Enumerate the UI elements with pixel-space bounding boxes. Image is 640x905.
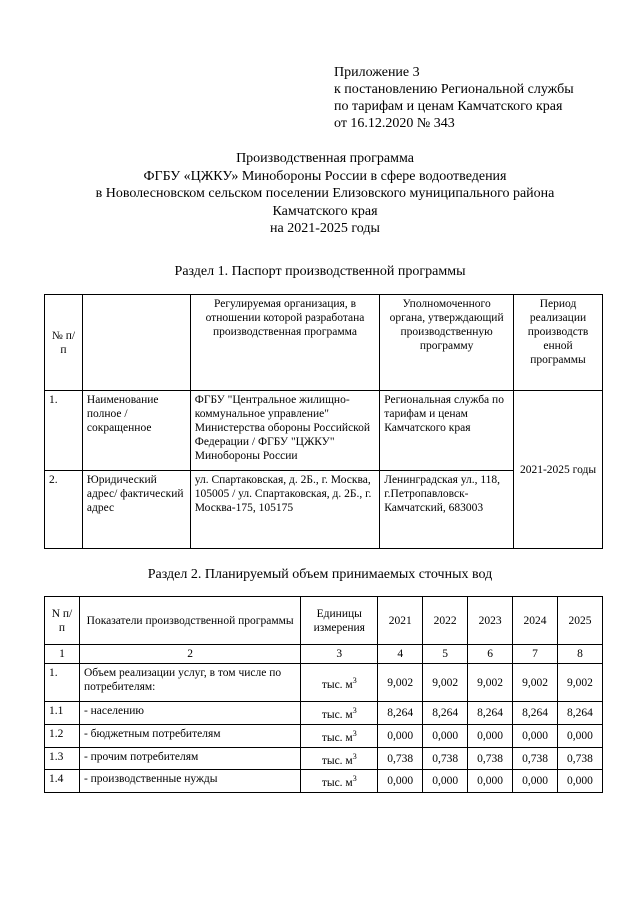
- index-cell: 5: [423, 645, 468, 664]
- header-num: N п/п: [45, 597, 80, 645]
- row-unit: [301, 702, 378, 725]
- value-cell: 8,264: [557, 702, 602, 725]
- row-num: 2.: [45, 471, 83, 549]
- title-line: Производственная программа: [236, 151, 414, 166]
- value-cell: 0,000: [378, 770, 423, 793]
- header-authority: Уполномоченного органа, утверждающий производственную программу: [380, 295, 514, 391]
- value-cell: 0,000: [378, 724, 423, 747]
- period-cell: 2021-2025 годы: [514, 391, 603, 549]
- appendix-line: от 16.12.2020 № 343: [334, 116, 455, 131]
- table-row: [45, 391, 603, 471]
- row-name: - прочим потребителям: [79, 747, 300, 770]
- value-cell: 9,002: [557, 664, 602, 702]
- volume-table: [44, 596, 603, 793]
- header-org: Регулируемая организация, в отношении которой разработана производственная программа: [190, 295, 380, 391]
- row-num: 1.4: [45, 770, 80, 793]
- index-cell: 6: [468, 645, 513, 664]
- appendix-line: по тарифам и ценам Камчатского края: [334, 99, 563, 114]
- title-line: Камчатского края: [272, 203, 378, 219]
- row-name: Объем реализации услуг, в том числе по потребителям:: [79, 664, 300, 702]
- index-cell: 1: [45, 645, 80, 664]
- row-num: 1.1: [45, 702, 80, 725]
- header-unit: Единицы измерения: [301, 597, 378, 645]
- header-year: 2024: [513, 597, 558, 645]
- section1-heading: Раздел 1. Паспорт производственной программы: [174, 264, 466, 279]
- header-num: № п/п: [45, 295, 83, 391]
- value-cell: 0,738: [513, 747, 558, 770]
- header-year: 2023: [468, 597, 513, 645]
- row-num: 1.: [45, 664, 80, 702]
- appendix-line: Приложение 3: [334, 65, 420, 80]
- unit-superscript: 3: [352, 728, 357, 738]
- value-cell: 0,000: [513, 770, 558, 793]
- value-cell: 0,738: [557, 747, 602, 770]
- value-cell: 8,264: [468, 702, 513, 725]
- value-cell: 9,002: [468, 664, 513, 702]
- row-unit: [301, 747, 378, 770]
- title-line: ФГБУ «ЦЖКУ» Минобороны России в сфере водоотведения: [143, 168, 507, 184]
- row-unit: [301, 770, 378, 793]
- unit-base: тыс. м: [321, 708, 353, 721]
- title-line: в Новолесновском сельском поселении Елизовского муниципального района: [95, 186, 555, 201]
- value-cell: 9,002: [423, 664, 468, 702]
- index-cell: 8: [557, 645, 602, 664]
- value-cell: 0,000: [557, 770, 602, 793]
- header-period: Период реализации производств енной программы: [514, 295, 603, 391]
- value-cell: 0,738: [468, 747, 513, 770]
- value-cell: 0,000: [557, 724, 602, 747]
- section2-heading: Раздел 2. Планируемый объем принимаемых сточных вод: [147, 567, 493, 582]
- row-num: 1.: [45, 391, 83, 471]
- row-authority: Региональная служба по тарифам и ценам Камчатского края: [380, 391, 514, 471]
- row-name: - населению: [79, 702, 300, 725]
- index-cell: 4: [378, 645, 423, 664]
- index-cell: 3: [301, 645, 378, 664]
- value-cell: 0,000: [468, 770, 513, 793]
- index-cell: 7: [513, 645, 558, 664]
- row-unit: [301, 724, 378, 747]
- row-unit: [301, 664, 378, 702]
- value-cell: 0,000: [423, 770, 468, 793]
- row-org: ул. Спартаковская, д. 2Б., г. Москва, 105005 / ул. Спартаковская, д. 2Б., г. Москва-175, 105175: [190, 471, 380, 549]
- row-name: - бюджетным потребителям: [79, 724, 300, 747]
- index-cell: 2: [79, 645, 300, 664]
- title-line: на 2021-2025 годы: [270, 221, 380, 236]
- value-cell: 0,000: [513, 724, 558, 747]
- header-indicator: Показатели производственной программы: [79, 597, 300, 645]
- unit-base: тыс. м: [321, 777, 353, 790]
- row-name: Юридический адрес/ фактический адрес: [82, 471, 190, 549]
- value-cell: 0,738: [378, 747, 423, 770]
- unit-base: тыс. м: [321, 678, 353, 691]
- header-year: 2022: [423, 597, 468, 645]
- unit-superscript: 3: [352, 774, 357, 784]
- appendix-line: к постановлению Региональной службы: [334, 82, 574, 97]
- value-cell: 9,002: [378, 664, 423, 702]
- appendix-reference: [334, 64, 574, 132]
- unit-base: тыс. м: [321, 754, 353, 767]
- table-row: [45, 664, 603, 702]
- header-year: 2021: [378, 597, 423, 645]
- value-cell: 8,264: [513, 702, 558, 725]
- index-row: [45, 645, 603, 664]
- header-year: 2025: [557, 597, 602, 645]
- passport-table: [44, 294, 603, 549]
- unit-superscript: 3: [352, 675, 357, 685]
- unit-base: тыс. м: [321, 731, 353, 744]
- table-row: [45, 747, 603, 770]
- value-cell: 0,738: [423, 747, 468, 770]
- value-cell: 0,000: [423, 724, 468, 747]
- value-cell: 0,000: [468, 724, 513, 747]
- row-num: 1.3: [45, 747, 80, 770]
- value-cell: 9,002: [513, 664, 558, 702]
- unit-superscript: 3: [352, 706, 357, 715]
- value-cell: 8,264: [423, 702, 468, 725]
- value-cell: 8,264: [378, 702, 423, 725]
- document-title: [40, 150, 610, 238]
- row-name: - производственные нужды: [79, 770, 300, 793]
- table-row: [45, 702, 603, 725]
- volume-table-body: [45, 664, 603, 793]
- row-org: ФГБУ "Центральное жилищно-коммунальное управление" Министерства обороны Российской Федерации / ФГБУ "ЦЖКУ" Минобороны России: [190, 391, 380, 471]
- unit-superscript: 3: [352, 751, 357, 761]
- header-blank: [82, 295, 190, 391]
- table-row: [45, 770, 603, 793]
- row-authority: Ленинградская ул., 118, г.Петропавловск-Камчатский, 683003: [380, 471, 514, 549]
- table-row: [45, 724, 603, 747]
- row-name: Наименование полное / сокращенное: [82, 391, 190, 471]
- row-num: 1.2: [45, 724, 80, 747]
